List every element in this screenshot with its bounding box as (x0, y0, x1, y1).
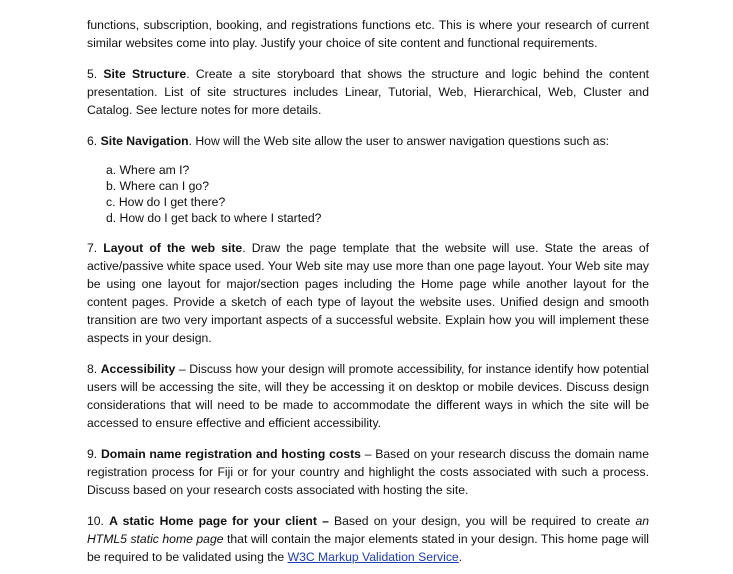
navigation-questions-list (87, 162, 649, 226)
section-8-accessibility (87, 360, 649, 432)
intro-paragraph: functions, subscription, booking, and registrations functions etc. This is where your research of current similar websites come into play. Justify your choice of site content and functional requirements. (87, 18, 649, 50)
section-number: 7. (87, 241, 104, 255)
section-number: 9. (87, 447, 101, 461)
section-body: – Discuss how your design will promote accessibility, for instance identify how potential users will be accessing the site, will they be accessing it on desktop or mobile devices. Discuss design considerations that will need to be made to accommodate the different ways in which the site will be accessed to ensure effective and efficient accessibility. (87, 362, 649, 430)
section-10-static-home-page (87, 512, 649, 566)
section-number: 8. (87, 362, 101, 376)
w3c-validator-link[interactable]: W3C Markup Validation Service (287, 550, 459, 564)
section-title: Site Structure (103, 67, 187, 81)
section-number: 5. (87, 67, 104, 81)
list-item: a. Where am I? (106, 163, 190, 177)
section-number: 10. (87, 514, 110, 528)
document-page (87, 16, 649, 566)
section-body: that will contain the major elements stated in your design. This home page will be required to be validated using the (87, 532, 649, 564)
section-body: Based on your design, you will be required to create (328, 514, 636, 528)
section-title: Site Navigation (100, 134, 189, 148)
section-title: Accessibility (100, 362, 176, 376)
section-title: Layout of the web site (103, 241, 243, 255)
section-title: A static Home page for your client – (109, 514, 329, 528)
section-body: . Create a site storyboard that shows the structure and logic behind the content presentation. List of site structures includes Linear, Tutorial, Web, Hierarchical, Web, Cluster and Catalog. See lecture notes for more details. (87, 67, 649, 117)
list-item: b. Where can I go? (106, 179, 209, 193)
section-9-domain-hosting (87, 445, 649, 499)
section-7-layout (87, 239, 649, 347)
list-item: c. How do I get there? (106, 195, 226, 209)
section-body: – Based on your research discuss the domain name registration process for Fiji or for your country and highlight the costs associated with such a process. Discuss based on your research costs associated with hosting the site. (87, 447, 649, 497)
section-end: . (458, 550, 463, 564)
section-title: Domain name registration and hosting costs (100, 447, 361, 461)
section-6-site-navigation (87, 132, 649, 150)
list-item: d. How do I get back to where I started? (106, 211, 322, 225)
section-body: . How will the Web site allow the user to answer navigation questions such as: (188, 134, 610, 148)
section-body: . Draw the page template that the website will use. State the areas of active/passive white space used. Your Web site may use more than one page layout. Your Web site may be using one layout for major/section pages including the Home page while another layout for the content pages. Provide a sketch of each type of layout the website uses. Unified design and smooth transition are two very important aspects of a successful website. Explain how you will implement these aspects in your design. (87, 241, 650, 345)
section-number: 6. (87, 134, 101, 148)
section-5-site-structure (87, 65, 649, 119)
section-italic-text: an HTML5 static home page (87, 514, 649, 546)
